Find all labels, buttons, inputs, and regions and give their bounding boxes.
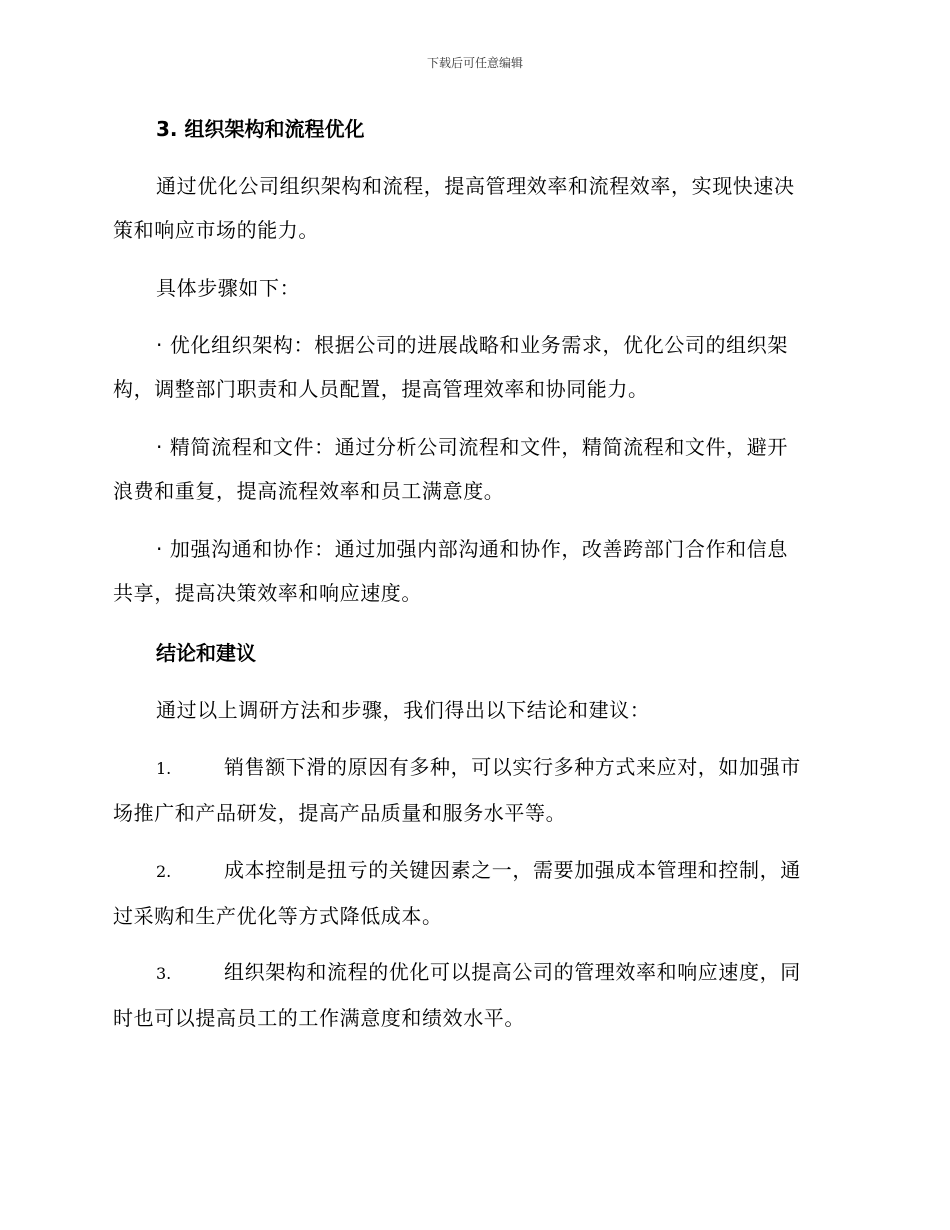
steps-label	[113, 266, 838, 310]
paragraph-line: 通过以上调研方法和步骤，我们得出以下结论和建议：	[156, 698, 651, 722]
bullet-line: · 加强沟通和协作：通过加强内部沟通和协作，改善跨部门合作和信息	[156, 537, 788, 561]
item-text-continued: 过采购和生产优化等方式降低成本。	[113, 904, 443, 928]
numbered-item	[113, 745, 838, 835]
item-text: 成本控制是扭亏的关键因素之一，需要加强成本管理和控制，通	[224, 858, 801, 882]
bullet-line: 构，调整部门职责和人员配置，提高管理效率和协同能力。	[113, 377, 649, 401]
item-text: 销售额下滑的原因有多种，可以实行多种方式来应对，如加强市	[224, 755, 801, 779]
numbered-first-line	[113, 848, 838, 894]
bullet-item	[113, 425, 838, 513]
numbered-first-line	[113, 745, 838, 791]
paragraph-line: 策和响应市场的能力。	[113, 218, 319, 242]
bullet-item	[113, 527, 838, 615]
section-heading: 3. 组织架构和流程优化	[156, 117, 365, 141]
bullet-line: · 精简流程和文件：通过分析公司流程和文件，精简流程和文件，避开	[156, 435, 788, 459]
conclusion-heading: 结论和建议	[156, 641, 256, 665]
item-number: 2.	[156, 862, 172, 881]
bullet-line: · 优化组织架构：根据公司的进展战略和业务需求，优化公司的组织架	[156, 333, 788, 357]
item-number: 1.	[156, 759, 172, 778]
item-text-continued: 场推广和产品研发，提高产品质量和服务水平等。	[113, 801, 567, 825]
conclusion-intro	[113, 688, 838, 732]
item-text: 组织架构和流程的优化可以提高公司的管理效率和响应速度，同	[224, 960, 801, 984]
paragraph-line: 通过优化公司组织架构和流程，提高管理效率和流程效率，实现快速决	[156, 174, 795, 198]
numbered-item	[113, 848, 838, 938]
bullet-item	[113, 323, 838, 411]
bullet-line: 浪费和重复，提高流程效率和员工满意度。	[113, 479, 505, 503]
section-intro-paragraph	[113, 164, 838, 252]
item-number: 3.	[156, 964, 172, 983]
paragraph-line: 具体步骤如下：	[156, 276, 301, 300]
item-text-continued: 时也可以提高员工的工作满意度和绩效水平。	[113, 1006, 525, 1030]
bullet-line: 共享，提高决策效率和响应速度。	[113, 581, 422, 605]
numbered-item	[113, 950, 838, 1040]
header-note: 下载后可任意编辑	[426, 56, 523, 70]
numbered-first-line	[113, 950, 838, 996]
